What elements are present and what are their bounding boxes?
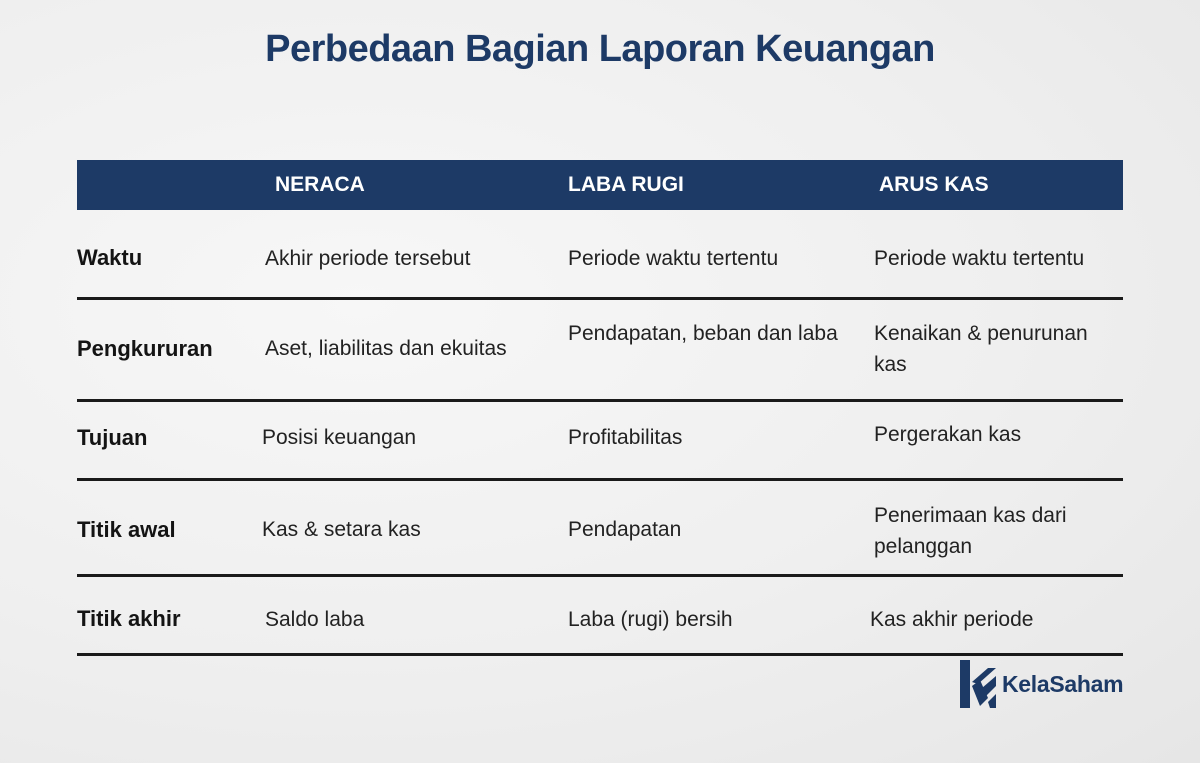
table-cell: Saldo laba xyxy=(265,608,365,631)
column-header-laba-rugi: LABA RUGI xyxy=(568,173,684,196)
table-cell: Periode waktu tertentu xyxy=(874,247,1085,270)
brand-logo-text: KelaSaham xyxy=(1002,670,1124,697)
table-cell: Aset, liabilitas dan ekuitas xyxy=(265,337,507,360)
kelasaham-logo-icon xyxy=(958,658,998,710)
table-cell: Pendapatan, beban dan laba xyxy=(568,322,838,345)
row-label-pengkururan: Pengkururan xyxy=(77,336,213,361)
table-cell: Pendapatan xyxy=(568,518,682,541)
row-label-waktu: Waktu xyxy=(77,245,143,270)
page-title: Perbedaan Bagian Laporan Keuangan xyxy=(265,28,935,70)
table-cell: Periode waktu tertentu xyxy=(568,247,779,270)
table-cell: Laba (rugi) bersih xyxy=(568,608,733,631)
row-divider xyxy=(77,478,1123,481)
table-cell: Profitabilitas xyxy=(568,426,683,449)
column-header-neraca: NERACA xyxy=(275,173,365,196)
table-header xyxy=(77,160,1123,210)
table-cell: Akhir periode tersebut xyxy=(265,247,471,270)
table-cell: Kenaikan & penurunan kas xyxy=(874,322,1088,376)
brand-logo xyxy=(958,658,1123,710)
row-divider xyxy=(77,399,1123,402)
table-cell: Pergerakan kas xyxy=(874,423,1022,446)
row-label-titik-akhir: Titik akhir xyxy=(77,606,181,631)
row-label-tujuan: Tujuan xyxy=(77,425,148,450)
row-divider xyxy=(77,653,1123,656)
table-cell: Kas & setara kas xyxy=(262,518,421,541)
table-cell: Kas akhir periode xyxy=(870,608,1034,631)
row-label-titik-awal: Titik awal xyxy=(77,517,176,542)
row-divider xyxy=(77,574,1123,577)
table-cell: Posisi keuangan xyxy=(262,426,417,449)
column-header-arus-kas: ARUS KAS xyxy=(879,173,989,196)
row-divider xyxy=(77,297,1123,300)
table-cell: Penerimaan kas dari pelanggan xyxy=(874,504,1067,558)
